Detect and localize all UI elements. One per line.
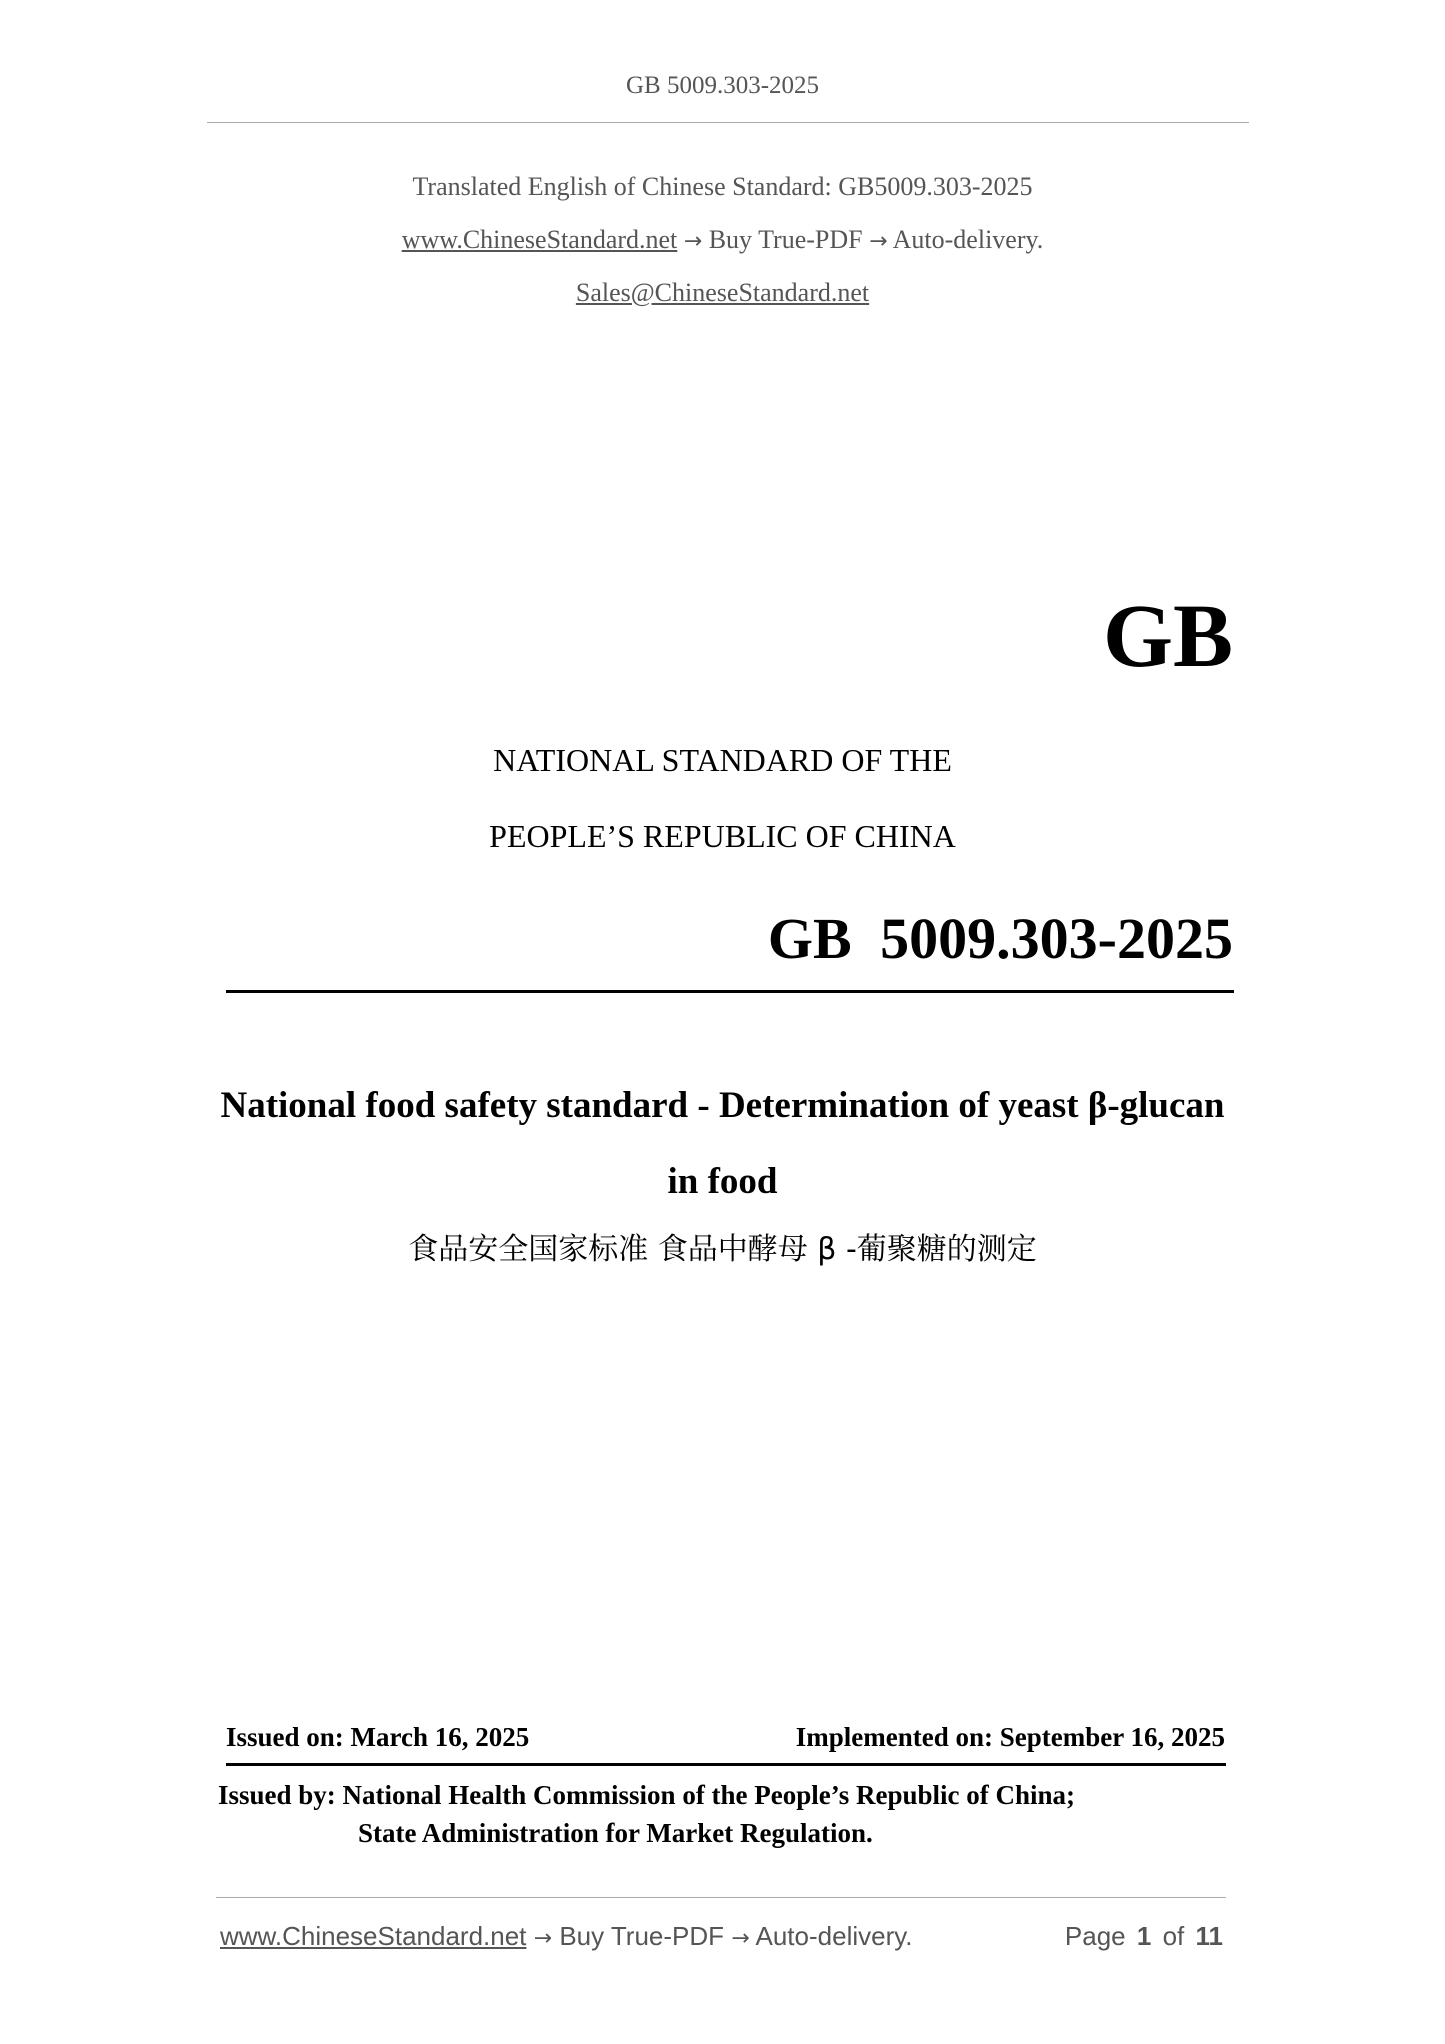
promo-line xyxy=(0,225,1445,255)
footer-divider xyxy=(216,1897,1226,1898)
auto-delivery-text: Auto-delivery. xyxy=(892,225,1044,254)
footer-delivery-text: Auto-delivery. xyxy=(755,1921,913,1951)
implemented-on-date: Implemented on: September 16, 2025 xyxy=(795,1722,1225,1752)
arrow-right-icon: → xyxy=(869,229,888,254)
gb-mark: GB xyxy=(1102,587,1233,686)
arrow-right-icon: → xyxy=(533,1926,553,1951)
buy-true-pdf-text: Buy True-PDF xyxy=(708,225,863,254)
page-current: 1 xyxy=(1136,1921,1152,1951)
arrow-right-icon: → xyxy=(683,229,703,254)
issuer-line-1: Issued by: National Health Commission of the People’s Republic of China; xyxy=(218,1780,1076,1810)
standard-number: GB 5009.303-2025 xyxy=(767,906,1233,971)
national-standard-line-2: PEOPLE’S REPUBLIC OF CHINA xyxy=(489,818,956,854)
footer-site-link[interactable]: www.ChineseStandard.net xyxy=(220,1921,527,1951)
document-title-en: National food safety standard - Determination of yeast β-glucan in food xyxy=(220,1085,1225,1202)
arrow-right-icon: → xyxy=(731,1926,750,1951)
document-title-zh: 食品安全国家标准 食品中酵母 β -葡聚糖的测定 xyxy=(408,1232,1037,1267)
sales-email-link[interactable]: Sales@ChineseStandard.net xyxy=(575,278,870,307)
site-link[interactable]: www.ChineseStandard.net xyxy=(401,225,678,254)
standard-number-rule xyxy=(226,990,1234,993)
page-label: Page xyxy=(1064,1921,1126,1951)
page-total: 11 xyxy=(1195,1921,1223,1951)
page-indicator xyxy=(1065,1921,1223,1952)
national-standard-line-1: NATIONAL STANDARD OF THE xyxy=(493,742,952,778)
footer-buy-text: Buy True-PDF xyxy=(559,1921,725,1951)
issued-on-date: Issued on: March 16, 2025 xyxy=(226,1722,530,1752)
dates-rule xyxy=(226,1763,1226,1766)
page-of-label: of xyxy=(1162,1921,1185,1951)
issuer-line-2: State Administration for Market Regulation. xyxy=(358,1818,873,1848)
header-divider xyxy=(207,122,1249,123)
sales-line xyxy=(0,278,1445,308)
footer-promo xyxy=(220,1921,913,1952)
running-header: GB 5009.303-2025 xyxy=(625,72,820,99)
translated-notice: Translated English of Chinese Standard: GB5009.303-2025 xyxy=(412,172,1033,201)
